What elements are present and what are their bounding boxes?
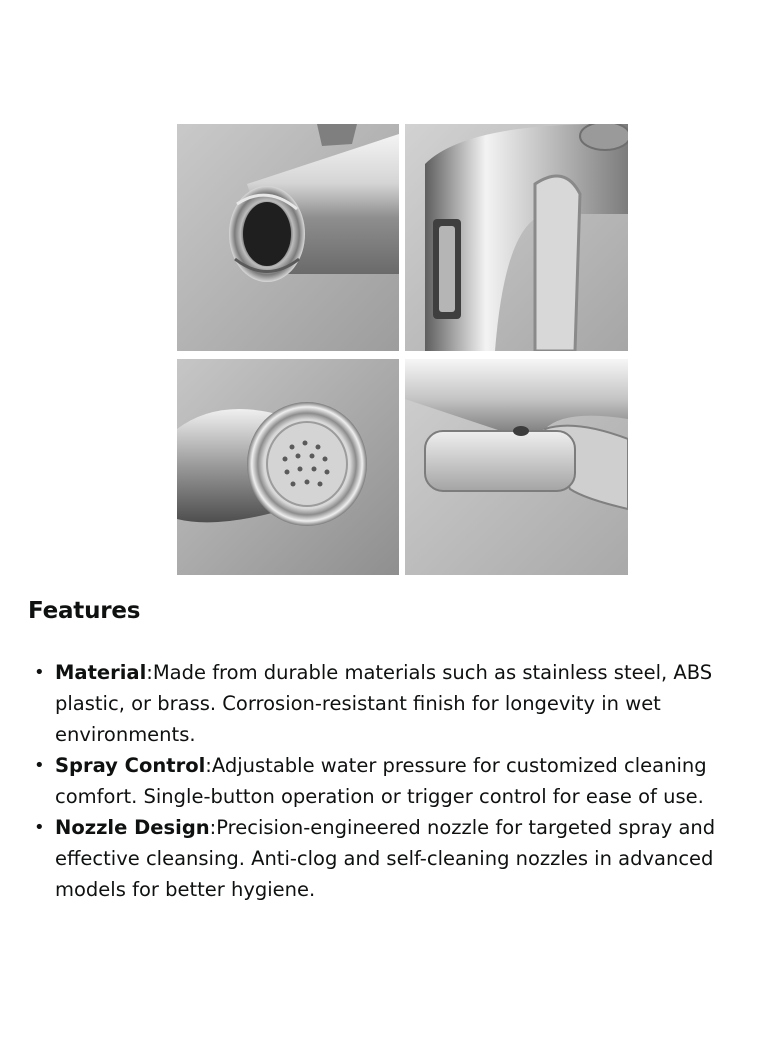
feature-item-spray-control [28,750,748,812]
spray-nozzle-head-photo [177,359,399,575]
bullet-icon: • [34,662,45,683]
feature-list [28,657,748,905]
feature-separator: : [146,661,153,684]
threaded-pipe-connector-photo [177,124,399,351]
feature-name: Material [55,661,147,684]
feature-name: Nozzle Design [55,816,210,839]
features-heading: Features [28,598,141,624]
bullet-icon: • [34,817,45,838]
feature-separator: : [205,754,212,777]
product-photo-grid [177,124,628,575]
bullet-icon: • [34,755,45,776]
feature-text: Adjustable water pressure for customized cleaning comfort. Single-button operation or trigger control for ease of use. [55,754,707,808]
trigger-button-closeup-photo [405,359,628,575]
feature-name: Spray Control [55,754,206,777]
feature-text: Precision-engineered nozzle for targeted spray and effective cleansing. Anti-clog and self-cleaning nozzles in advanced models for better hygiene. [55,816,716,901]
feature-item-material [28,657,748,750]
feature-text: Made from durable materials such as stainless steel, ABS plastic, or brass. Corrosion-resistant finish for longevity in wet environments. [55,661,713,746]
feature-item-nozzle-design [28,812,748,905]
sprayer-handle-trigger-photo [405,124,628,351]
feature-separator: : [209,816,217,839]
